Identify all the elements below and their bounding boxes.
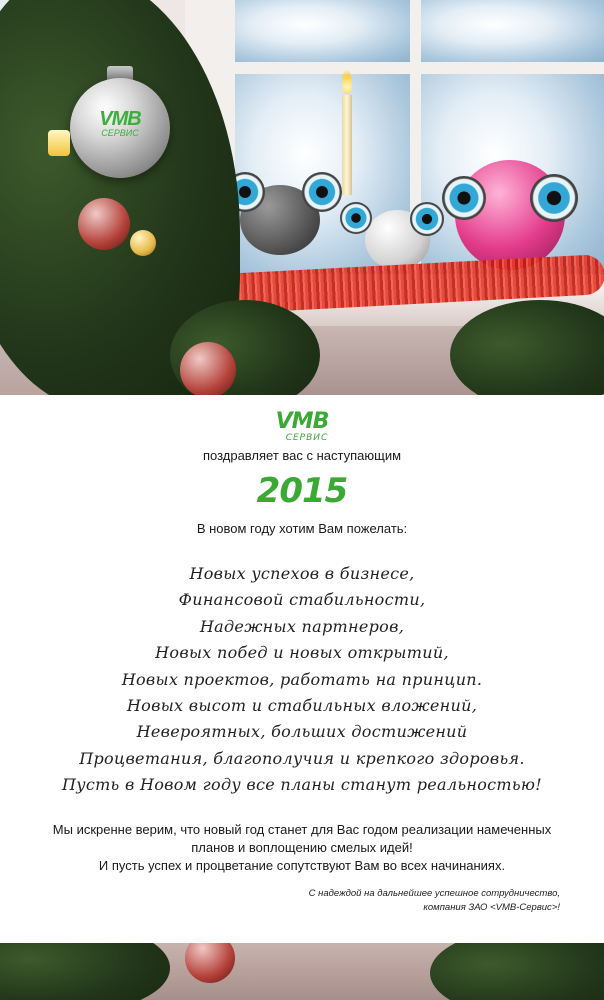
message-line: И пусть успех и процветание сопутствуют Вам во всех начинаниях. — [98, 858, 506, 873]
wishes-list — [0, 561, 604, 799]
gold-ornament-ball — [130, 230, 156, 256]
wish-line: Новых побед и новых открытий, — [155, 643, 449, 663]
robot-eye — [530, 174, 578, 222]
robot-eye — [302, 172, 342, 212]
wish-line: Надежных партнеров, — [199, 616, 405, 636]
red-ornament-ball — [180, 342, 236, 395]
year-title: 2015 — [256, 471, 348, 511]
candle-flame — [342, 70, 352, 94]
greeting-line: поздравляет вас с наступающим — [202, 448, 402, 463]
window-pane — [235, 0, 410, 62]
wish-line: Процветания, благополучия и крепкого здоровья. — [79, 748, 525, 768]
wish-line: Новых успехов в бизнесе, — [189, 564, 415, 583]
wish-intro: В новом году хотим Вам пожелать: — [196, 521, 408, 536]
wish-line: Финансовой стабильности, — [178, 590, 426, 610]
hero-christmas-scene — [0, 0, 604, 395]
wish-line: Новых высот и стабильных вложений, — [126, 696, 478, 716]
logo-text: VMB — [275, 409, 329, 434]
window-pane — [421, 0, 604, 62]
logo-tagline: СЕРВИС — [285, 433, 329, 443]
ornament-logo-tagline: СЕРВИС — [101, 128, 139, 138]
robot-eye — [340, 202, 372, 234]
wish-line: Новых проектов, работать на принцип. — [121, 669, 483, 689]
red-ornament-ball — [185, 943, 235, 983]
message-line: планов и воплощению смелых идей! — [191, 840, 413, 855]
company-logo — [0, 411, 604, 443]
greeting-card-body — [0, 395, 604, 943]
wish-line: Пусть в Новом году все планы станут реальностью! — [61, 775, 543, 795]
ornament-logo-text: VMB — [99, 108, 141, 130]
message-line: Мы искренне верим, что новый год станет для Вас годом реализации намеченных — [52, 822, 552, 837]
candle — [342, 95, 352, 195]
robot-eye — [442, 176, 486, 220]
tree-branch — [430, 943, 604, 1000]
signature-line: компания ЗАО <VMB-Сервис>! — [423, 902, 560, 913]
signature — [309, 887, 560, 915]
red-ornament-ball — [78, 198, 130, 250]
lantern-ornament — [48, 130, 70, 156]
wish-line: Невероятных, больших достижений — [136, 722, 468, 742]
signature-line: С надеждой на дальнейшее успешное сотрудничество, — [308, 888, 560, 899]
tree-branch — [0, 943, 170, 1000]
bottom-decor-strip — [0, 943, 604, 1000]
closing-message — [0, 821, 604, 875]
robot-eye — [410, 202, 444, 236]
ornament-logo — [82, 108, 158, 138]
